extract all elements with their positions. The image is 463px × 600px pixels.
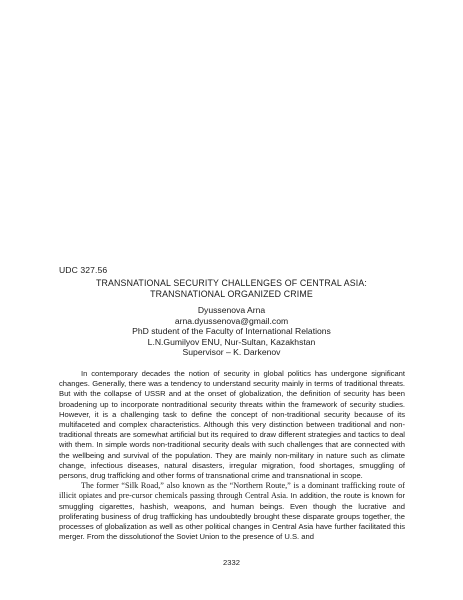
paper-title-line-2: TRANSNATIONAL ORGANIZED CRIME (150, 289, 313, 299)
author-email: arna.dyussenova@gmail.com (174, 315, 289, 326)
paragraph-2-rest: In addition, the route is known for smuggling cigarettes, hashish, weapons, and human beings. Even though the lucrative and proliferating business of drug trafficking has undoubtedly brought these disparate groups together, the processes of globalization as well as other political changes in Central Asia have further facilitated this merger. From the dissolutionof the Soviet Union to the presence of U.S. and (59, 491, 405, 542)
paragraph-2-lead: The former “Silk Road,” also known as the “Northern Route,” is a dominant trafficking route of illicit opiates and pre-cursor chemicals passing through Central Asia. (59, 481, 405, 501)
paragraph-2 (59, 481, 405, 542)
author-name: Dyussenova Arna (197, 305, 266, 315)
udc-code: UDC 327.56 (59, 265, 108, 275)
author-affiliation: L.N.Gumilyov ENU, Nur-Sultan, Kazakhstan (147, 336, 316, 347)
page-number: 2332 (223, 558, 240, 567)
paper-title (59, 278, 404, 300)
paper-title-line-1: TRANSNATIONAL SECURITY CHALLENGES OF CENTRAL ASIA: (96, 278, 367, 288)
author-block (59, 305, 404, 358)
author-supervisor: Supervisor – K. Darkenov (182, 347, 281, 358)
author-position: PhD student of the Faculty of International Relations (132, 326, 331, 337)
body-text (59, 369, 405, 542)
paragraph-1: In contemporary decades the notion of security in global politics has undergone significant changes. Generally, there was a tendency to understand security mainly in terms of traditional threats. But with the collapse of USSR and at the onset of globalization, the definition of security has been broadening up to incorporate nontraditional security threats within the framework of security studies. However, it is a challenging task to define the concept of non-traditional security because of its multifaceted and complex characteristics. Although this very distinction between traditional and non-traditional threats are somewhat artificial but its required to draw different strategies and tactics to deal with them. In simple words non-traditional security deals with such challenges that are connected with the wellbeing and survival of the population. They are mainly non-military in nature such as climate change, infectious diseases, natural disasters, irregular migration, food shortages, smuggling of persons, drug trafficking and other forms of transnational crime and transnational in scope. (59, 369, 405, 481)
